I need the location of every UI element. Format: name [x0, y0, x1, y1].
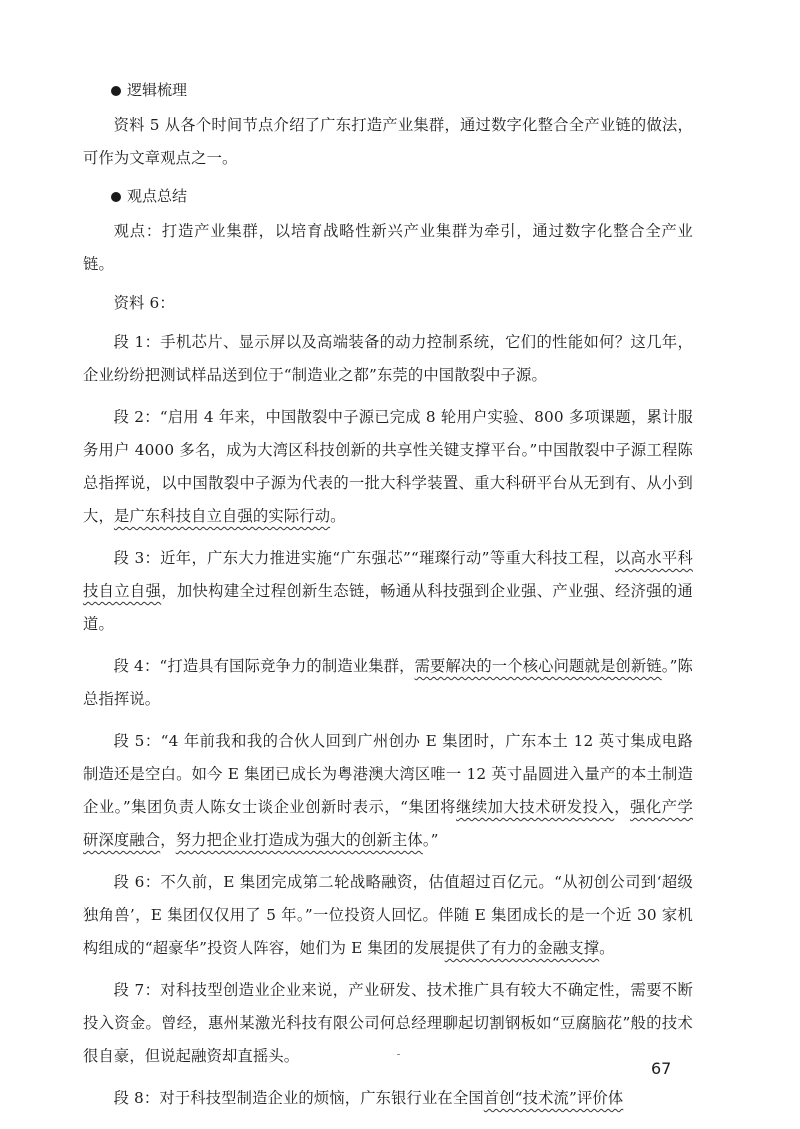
heading-logic	[111, 75, 693, 105]
heading-logic-text: 逻辑梳理	[127, 81, 188, 99]
underlined-phrase: 提供了有力的金融支撑	[444, 939, 600, 957]
paragraph-3	[83, 542, 693, 641]
text-run: 段 5：“4 年前我和我的合伙人回到广州创办 E 集团时，广东本土 12 英寸集成电路制造还是空白。如今 E 集团已成长为粤港澳大湾区唯一 12 英寸晶圆进入量产的本土制造企业。”集团负责人陈女士谈企业创新时表示，“集团将	[83, 732, 693, 816]
heading-view-text: 观点总结	[127, 187, 188, 205]
paragraph-1: 段 1：手机芯片、显示屏以及高端装备的动力控制系统，它们的性能如何？这几年，企业纷纷把测试样品送到位于“制造业之都”东莞的中国散裂中子源。	[83, 333, 693, 384]
view-paragraph: 观点：打造产业集群，以培育战略性新兴产业集群为牵引，通过数字化整合全产业链。	[83, 222, 693, 273]
text-run: 段 3：近年，广东大力推进实施“广东强芯”“璀璨行动”等重大科技工程，	[113, 549, 615, 567]
text-run: ，	[614, 798, 631, 816]
text-run: 。	[599, 939, 615, 957]
material-label: 资料 6：	[113, 294, 175, 312]
text-run: ，	[160, 831, 176, 849]
underlined-phrase: 强化产学研深度融合	[83, 798, 693, 849]
heading-view	[111, 181, 693, 211]
text-run: 。”	[422, 831, 439, 849]
paragraph-7: 段 7：对科技型创造业企业来说，产业研发、技术推广具有较大不确定性，需要不断投入资金。曾经，惠州某激光科技有限公司何总经理聊起切割钢板如“豆腐脑花”般的技术很自豪，但说起融资却直摇头。	[83, 981, 693, 1065]
underlined-phrase: 以高水平科技自立自强	[83, 549, 693, 600]
page-number: 67	[651, 1059, 672, 1078]
text-run: 段 4：“打造具有国际竞争力的制造业集群，	[113, 657, 415, 675]
document-body	[83, 75, 693, 1124]
bullet-icon	[111, 192, 121, 202]
text-run: 段 6：不久前，E 集团完成第二轮战略融资，估值超过百亿元。“从初创公司到‘超级独角兽’，E 集团仅仅用了 5 年。”一位投资人回忆。伴随 E 集团成长的是一个近 30 家机构组成的“超豪华”投资人阵容，她们为 E 集团的发展	[83, 873, 693, 957]
scan-speck	[397, 1054, 400, 1055]
logic-paragraph: 资料 5 从各个时间节点介绍了广东打造产业集群，通过数字化整合全产业链的做法，可作为文章观点之一。	[83, 116, 693, 167]
paragraph-2	[83, 401, 693, 533]
underlined-phrase: 需要解决的一个核心问题就是创新链	[414, 657, 662, 675]
underlined-phrase: 首创“技术流”评价体	[483, 1089, 624, 1107]
paragraph-4	[83, 650, 693, 716]
text-run: 。	[330, 507, 346, 525]
text-run: 段 8：对于科技型制造企业的烦恼，广东银行业在全国	[113, 1089, 484, 1107]
paragraph-6	[83, 866, 693, 965]
paragraph-5	[83, 725, 693, 857]
text-run: 。”陈总指挥说。	[83, 657, 693, 708]
underlined-phrase: 努力把企业打造成为强大的创新主体	[175, 831, 423, 849]
text-run: ，加快构建全过程创新生态链，畅通从科技强到企业强、产业强、经济强的通道。	[83, 582, 693, 633]
bullet-icon	[111, 86, 121, 96]
paragraph-8	[83, 1082, 693, 1115]
underlined-phrase: 继续加大技术研发投入	[456, 798, 615, 816]
underlined-phrase: 是广东科技自立自强的实际行动	[113, 507, 331, 525]
text-run: 段 2：“启用 4 年来，中国散裂中子源已完成 8 轮用户实验、800 多项课题，累计服务用户 4000 多名，成为大湾区科技创新的共享性关键支撑平台。”中国散裂中子源工程陈总指挥说，以中国散裂中子源为代表的一批大科学装置、重大科研平台从无到有、从小到大，	[83, 408, 693, 525]
